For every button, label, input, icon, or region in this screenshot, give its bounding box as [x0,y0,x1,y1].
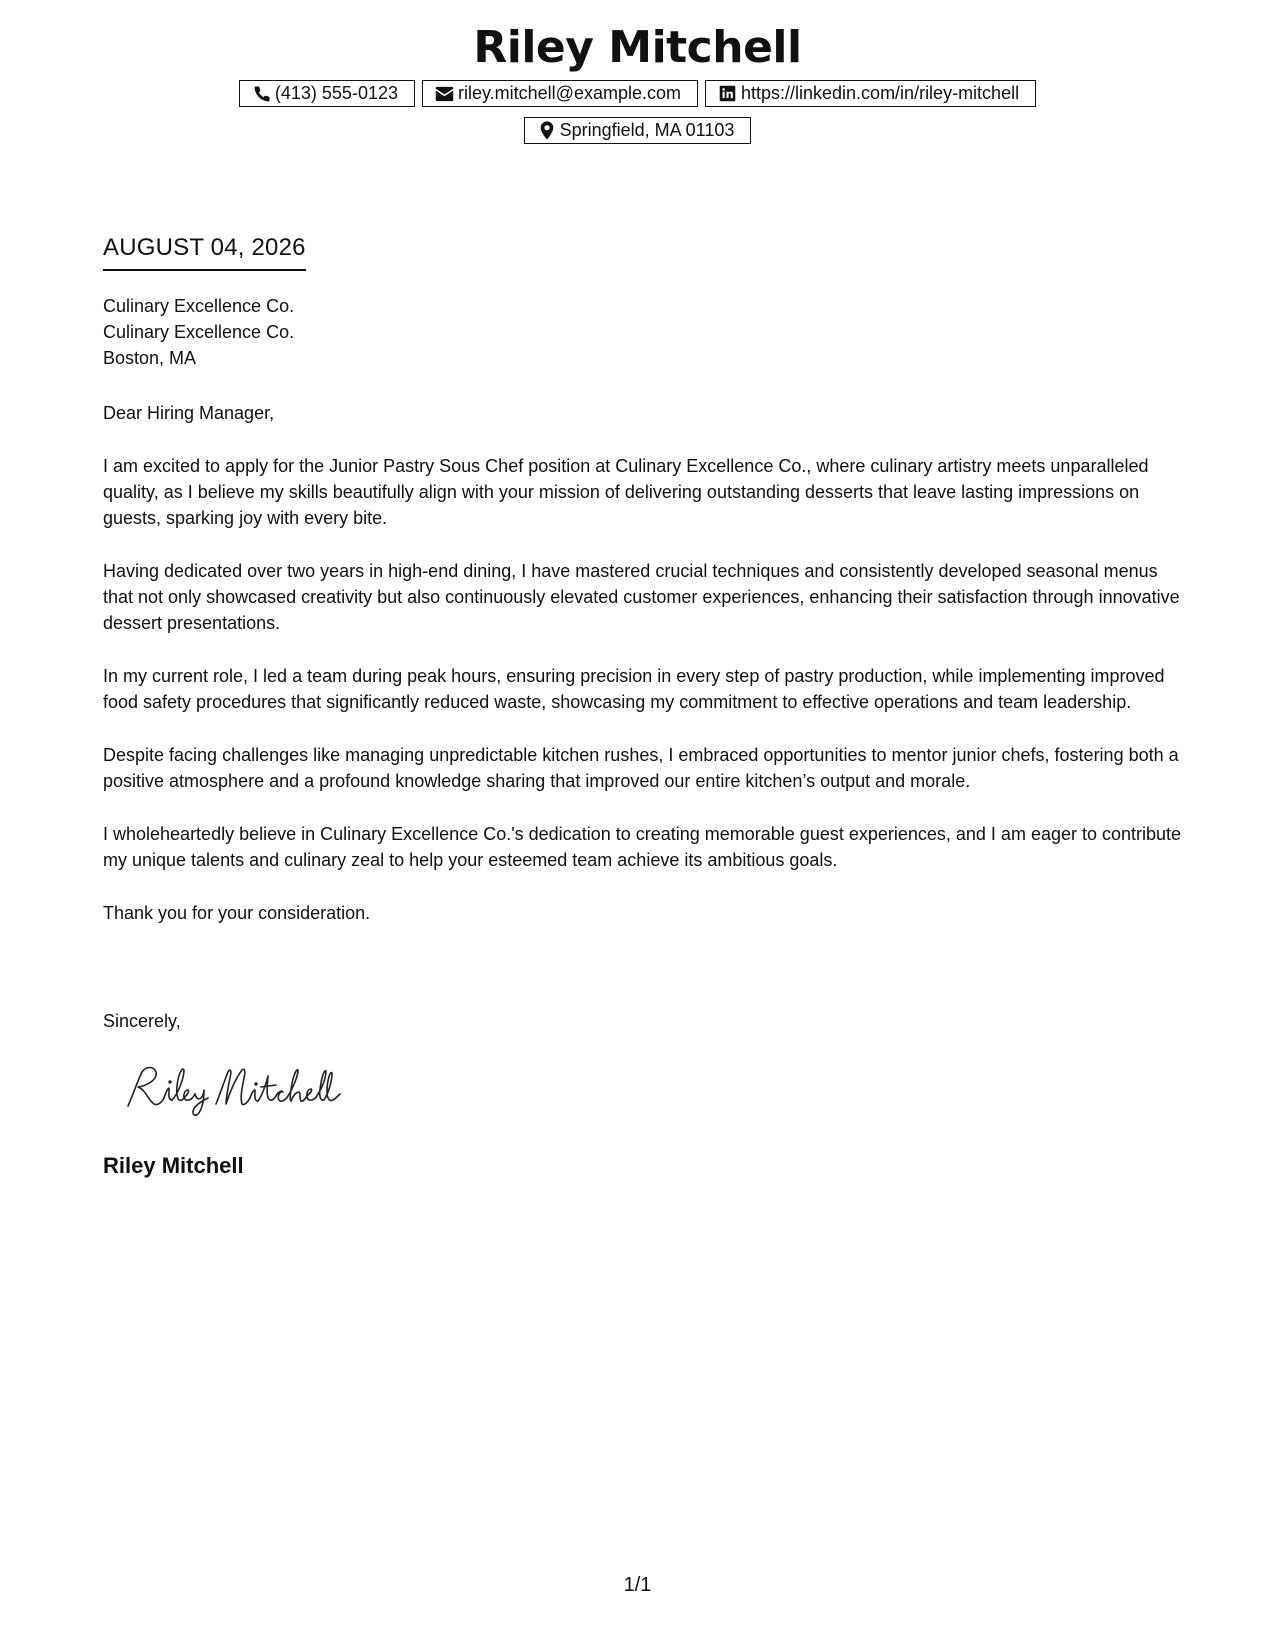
phone-text: (413) 555-0123 [274,83,398,103]
map-marker-icon [537,121,557,141]
envelope-icon [435,84,455,104]
location-chip[interactable] [524,117,752,144]
email-text: riley.mitchell@example.com [457,83,681,103]
thanks-line: Thank you for your consideration. [103,902,371,923]
contact-row-secondary [0,117,1275,144]
salutation: Dear Hiring Manager, [103,403,275,423]
linkedin-chip[interactable] [705,80,1036,107]
linkedin-icon [718,84,738,104]
body-paragraph: I am excited to apply for the Junior Pastry Sous Chef position at Culinary Excellence Co., where culinary artistry meets unparalleled quality, as I believe my skills beautifully align with your mission of delivering outstanding desserts that leave lasting impressions on guests, sparking joy with every bite. [103,455,1149,529]
signed-name: Riley Mitchell [103,1153,244,1178]
body-paragraph: Having dedicated over two years in high-end dining, I have mastered crucial techniques and consistently developed seasonal menus that not only showcased creativity but also continuously elevated customer experiences, enhancing their satisfaction through innovative dessert presentations. [103,560,1180,634]
letter-date: AUGUST 04, 2026 [103,233,306,271]
page-number: 1/1 [623,1574,652,1596]
recipient-line: Boston, MA [103,348,197,368]
email-chip[interactable] [422,80,698,107]
body-paragraph: Despite facing challenges like managing unpredictable kitchen rushes, I embraced opportunities to mentor junior chefs, fostering both a positive atmosphere and a profound knowledge sharing that improved our entire kitchen’s output and morale. [103,744,1179,792]
letter-body [103,400,1183,952]
closing-line: Sincerely, [103,1011,181,1031]
contact-row-primary [0,80,1275,107]
recipient-block [103,293,294,371]
location-text: Springfield, MA 01103 [559,120,735,140]
recipient-line: Culinary Excellence Co. [103,296,295,316]
linkedin-text: https://linkedin.com/in/riley-mitchell [740,83,1020,103]
phone-icon [252,84,272,104]
handwritten-signature [120,1058,350,1118]
applicant-name-header: Riley Mitchell [473,22,802,73]
recipient-line: Culinary Excellence Co. [103,322,295,342]
body-paragraph: In my current role, I led a team during peak hours, ensuring precision in every step of pastry production, while implementing improved food safety procedures that significantly reduced waste, showcasing my commitment to effective operations and team leadership. [103,665,1165,713]
phone-chip[interactable] [239,80,415,107]
body-paragraph: I wholeheartedly believe in Culinary Excellence Co.'s dedication to creating memorable guest experiences, and I am eager to contribute my unique talents and culinary zeal to help your esteemed team achieve its ambitious goals. [103,823,1182,871]
